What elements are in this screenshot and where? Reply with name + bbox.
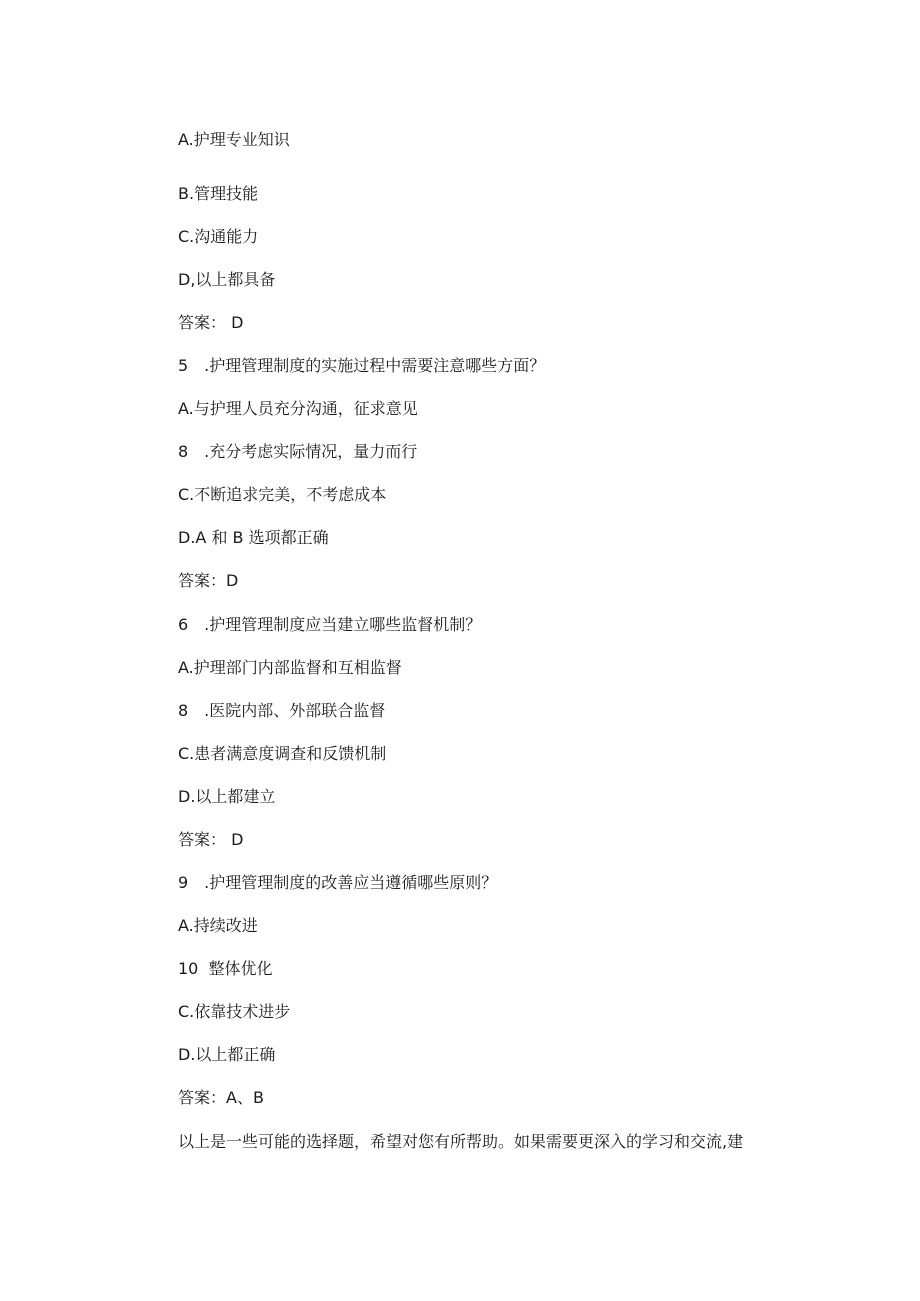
option-line: C.不断追求完美，不考虑成本: [178, 485, 387, 504]
closing-paragraph: 以上是一些可能的选择题，希望对您有所帮助。如果需要更深入的学习和交流,建: [178, 1132, 744, 1151]
option-line: D.以上都建立: [178, 787, 276, 806]
question-line: 6 .护理管理制度应当建立哪些监督机制？: [178, 615, 482, 634]
option-line: C.沟通能力: [178, 227, 259, 246]
option-line: D,以上都具备: [178, 270, 276, 289]
answer-line: 答案：A、B: [178, 1088, 264, 1107]
option-line: D.A 和 B 选项都正确: [178, 528, 329, 547]
option-line: A.护理部门内部监督和互相监督: [178, 658, 402, 677]
question-line: 5 .护理管理制度的实施过程中需要注意哪些方面？: [178, 356, 546, 375]
question-line: 9 .护理管理制度的改善应当遵循哪些原则？: [178, 873, 498, 892]
answer-line: 答案： D: [178, 313, 244, 332]
option-line: D.以上都正确: [178, 1045, 276, 1064]
option-line: 8 .医院内部、外部联合监督: [178, 701, 386, 720]
option-line: C.依靠技术进步: [178, 1002, 291, 1021]
option-line: A.护理专业知识: [178, 130, 290, 149]
option-line: 10 整体优化: [178, 959, 273, 978]
option-line: A.与护理人员充分沟通，征求意见: [178, 399, 418, 418]
option-line: A.持续改进: [178, 916, 258, 935]
answer-line: 答案：D: [178, 571, 239, 590]
option-line: C.患者满意度调查和反馈机制: [178, 744, 387, 763]
option-line: B.管理技能: [178, 184, 259, 203]
answer-line: 答案： D: [178, 830, 244, 849]
option-line: 8 .充分考虑实际情况，量力而行: [178, 442, 418, 461]
